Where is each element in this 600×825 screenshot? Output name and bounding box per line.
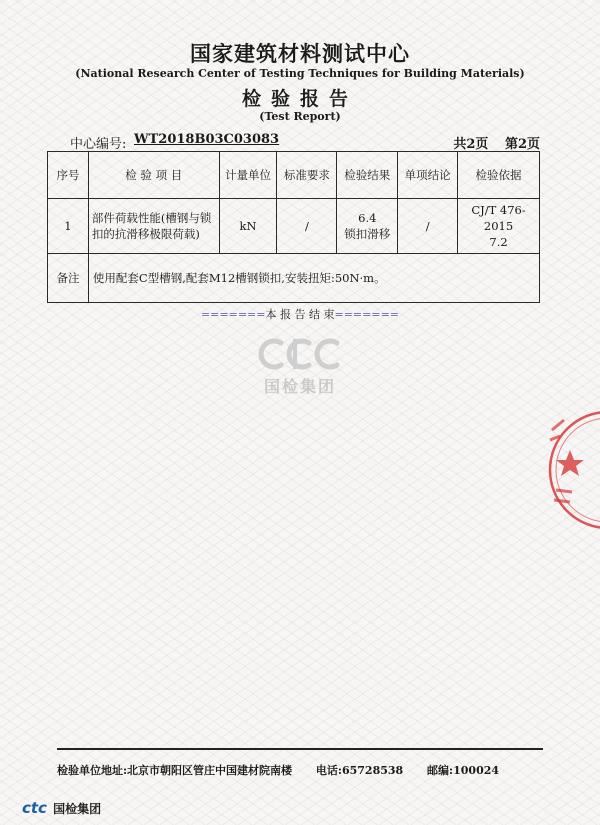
ctc-logo-icon: ctc [22, 799, 47, 817]
footer-info [57, 762, 543, 778]
report-title-en: (Test Report) [259, 110, 341, 123]
center-no-label: 中心编号: [70, 137, 127, 152]
test-results-table [47, 151, 540, 303]
col-header-item: 检 验 项 目 [88, 152, 219, 199]
footer-divider [57, 748, 543, 750]
watermark-text: 国检集团 [263, 377, 336, 396]
cell-result: 6.4 锁扣滑移 [337, 199, 398, 254]
table-row [48, 199, 540, 254]
col-header-requirement: 标准要求 [277, 152, 337, 199]
page-count [441, 133, 540, 152]
end-line-left: ======= [200, 308, 266, 321]
total-pages: 共2页 [453, 137, 489, 152]
cell-unit: kN [219, 199, 277, 254]
remark-label: 备注 [48, 254, 89, 303]
footer-phone: 电话:65728538 [315, 764, 404, 777]
end-line-text: 本 报 告 结 束 [265, 308, 335, 321]
report-meta [70, 132, 548, 152]
center-no: WT2018B03C03083 [134, 132, 280, 147]
table-header-row [48, 152, 540, 199]
watermark-logo-icon [257, 335, 343, 373]
seal-stamp-icon [530, 400, 600, 540]
brand-logo [22, 799, 101, 815]
footer-address: 检验单位地址:北京市朝阳区管庄中国建材院南楼 [57, 764, 293, 777]
footer-postcode: 邮编:100024 [427, 764, 500, 777]
brand-name: 国检集团 [53, 802, 102, 816]
org-title-en: (National Research Center of Testing Techniques for Building Materials) [75, 67, 525, 80]
org-title-cn: 国家建筑材料测试中心 [190, 41, 410, 66]
cell-requirement: / [277, 199, 337, 254]
page-number: 第2页 [504, 137, 540, 152]
remark-text: 使用配套C型槽钢,配套M12槽钢锁扣,安装扭矩:50N·m。 [88, 254, 539, 303]
remark-row [48, 254, 540, 303]
col-header-basis: 检验依据 [458, 152, 540, 199]
cell-no: 1 [48, 199, 89, 254]
col-header-no: 序号 [48, 152, 89, 199]
col-header-unit: 计量单位 [219, 152, 277, 199]
cell-item: 部件荷载性能(槽钢与锁扣的抗滑移极限荷载) [88, 199, 219, 254]
col-header-result: 检验结果 [337, 152, 398, 199]
cell-conclusion: / [398, 199, 458, 254]
cell-basis: CJ/T 476-2015 7.2 [458, 199, 540, 254]
end-line-right: ======= [334, 308, 400, 321]
report-end-line [0, 306, 600, 322]
report-title-cn: 检验报告 [241, 88, 358, 110]
col-header-conclusion: 单项结论 [398, 152, 458, 199]
